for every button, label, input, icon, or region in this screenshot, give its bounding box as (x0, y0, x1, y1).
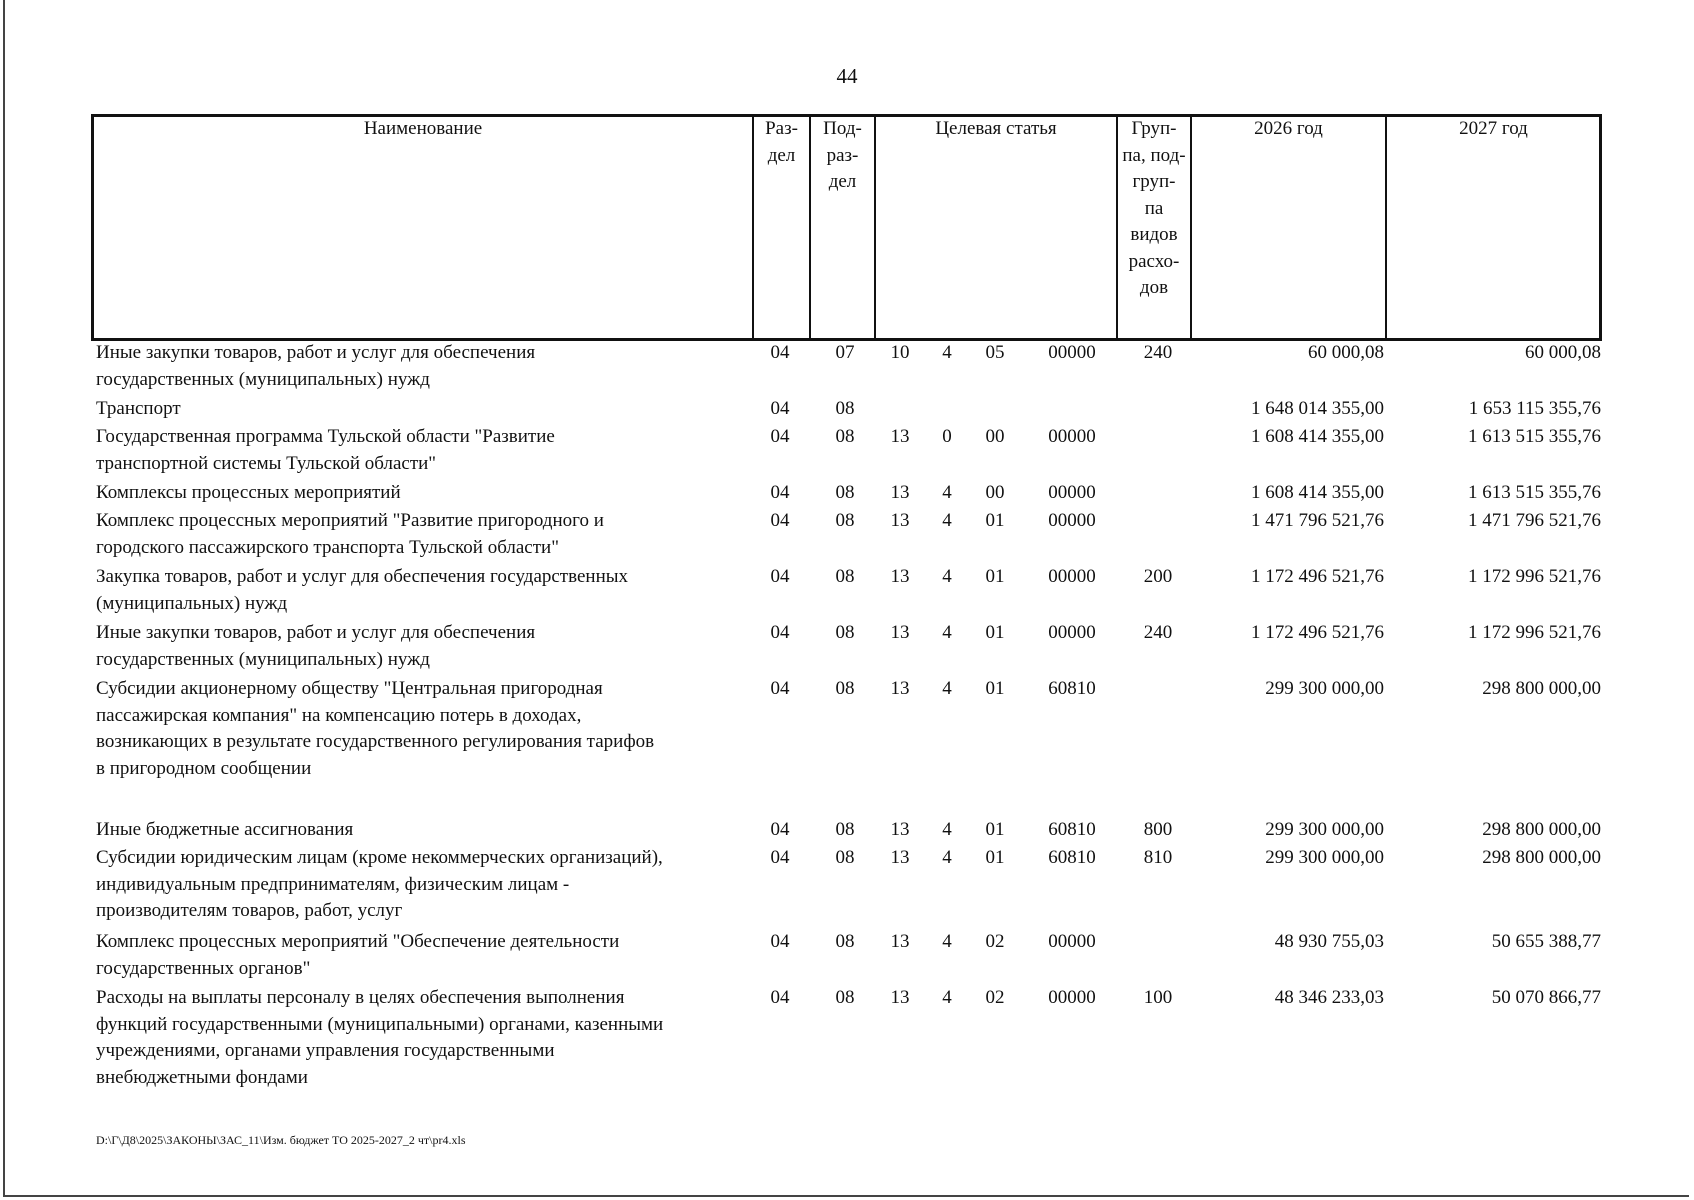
row-name-line: внебюджетными фондами (96, 1066, 308, 1088)
cell-vr: 200 (1143, 566, 1173, 587)
row-name-line: функций государственными (муниципальными) органами, казенными (96, 1013, 664, 1035)
row-name-line: Комплексы процессных мероприятий (96, 482, 401, 503)
row-name-line: Расходы на выплаты персоналу в целях обеспечения выполнения (96, 987, 625, 1008)
row-name-line: производителям товаров, работ, услуг (96, 900, 403, 921)
cell-t1: 13 (890, 819, 910, 840)
cell-t3: 01 (985, 819, 1005, 840)
cell-t3: 01 (985, 847, 1005, 868)
cell-pr: 08 (835, 678, 855, 699)
cell-t1: 13 (890, 482, 910, 503)
cell-rz: 04 (770, 342, 790, 363)
row-name-line: Субсидии акционерному обществу "Центральная пригородная (96, 678, 603, 699)
column-divider (874, 114, 876, 341)
cell-t4: 00000 (1048, 987, 1096, 1008)
cell-y2027: 298 800 000,00 (1482, 678, 1601, 699)
cell-t3: 01 (985, 510, 1005, 531)
cell-rz: 04 (770, 566, 790, 587)
row-name (96, 929, 746, 982)
cell-y2027: 298 800 000,00 (1482, 819, 1601, 840)
cell-t2: 4 (942, 931, 952, 952)
cell-vr: 240 (1143, 622, 1173, 643)
cell-y2026: 1 172 496 521,76 (1251, 622, 1384, 643)
row-name-line: Иные закупки товаров, работ и услуг для обеспечения (96, 342, 536, 363)
cell-t4: 00000 (1048, 510, 1096, 531)
row-name (96, 508, 746, 561)
cell-t2: 4 (942, 510, 952, 531)
cell-rz: 04 (770, 931, 790, 952)
row-name (96, 817, 746, 844)
cell-t3: 01 (985, 678, 1005, 699)
cell-rz: 04 (770, 622, 790, 643)
row-name (96, 676, 746, 782)
cell-t1: 13 (890, 426, 910, 447)
row-name (96, 340, 746, 393)
row-name (96, 396, 746, 423)
cell-y2027: 1 613 515 355,76 (1468, 426, 1601, 447)
cell-vr: 800 (1143, 819, 1173, 840)
row-name-line: государственных органов" (96, 957, 311, 979)
cell-pr: 08 (835, 987, 855, 1008)
row-name (96, 564, 746, 617)
cell-t1: 13 (890, 566, 910, 587)
cell-t2: 4 (942, 819, 952, 840)
row-name-line: Комплекс процессных мероприятий "Развитие пригородного и (96, 510, 604, 531)
header-razdel: Раз- дел (765, 118, 798, 166)
row-name-line: Комплекс процессных мероприятий "Обеспечение деятельности (96, 931, 620, 952)
cell-t4: 00000 (1048, 566, 1096, 587)
row-name (96, 845, 746, 925)
cell-t1: 13 (890, 931, 910, 952)
row-name-line: учреждениями, органами управления государственными (96, 1040, 555, 1061)
row-name-line: Государственная программа Тульской области "Развитие (96, 426, 555, 447)
row-name-line: индивидуальным предпринимателям, физическим лицам - (96, 873, 570, 895)
header-podrazdel: Под- раз- дел (823, 118, 862, 192)
file-path-footer: D:\Г\Д8\2025\ЗАКОНЫ\ЗАС_11\Изм. бюджет ТО 2025-2027_2 чт\pr4.xls (96, 1133, 466, 1147)
cell-pr: 08 (835, 847, 855, 868)
cell-t2: 4 (942, 847, 952, 868)
cell-pr: 08 (835, 566, 855, 587)
cell-t4: 00000 (1048, 931, 1096, 952)
cell-pr: 08 (835, 510, 855, 531)
row-name (96, 424, 746, 477)
cell-y2026: 299 300 000,00 (1265, 678, 1384, 699)
cell-t3: 02 (985, 987, 1005, 1008)
row-name-line: государственных (муниципальных) нужд (96, 368, 430, 390)
cell-y2026: 1 608 414 355,00 (1251, 426, 1384, 447)
cell-t2: 4 (942, 622, 952, 643)
cell-t4: 60810 (1048, 678, 1096, 699)
row-name-line: транспортной системы Тульской области" (96, 452, 437, 474)
cell-t1: 13 (890, 510, 910, 531)
cell-y2026: 1 471 796 521,76 (1251, 510, 1384, 531)
cell-vr: 100 (1143, 987, 1173, 1008)
cell-y2026: 1 172 496 521,76 (1251, 566, 1384, 587)
cell-y2027: 1 471 796 521,76 (1468, 510, 1601, 531)
cell-rz: 04 (770, 426, 790, 447)
cell-y2026: 1 608 414 355,00 (1251, 482, 1384, 503)
cell-t4: 00000 (1048, 622, 1096, 643)
page-number: 44 (836, 64, 858, 88)
cell-vr: 810 (1143, 847, 1173, 868)
cell-t3: 01 (985, 622, 1005, 643)
cell-y2027: 50 070 866,77 (1491, 987, 1601, 1008)
cell-y2027: 1 172 996 521,76 (1468, 622, 1601, 643)
cell-t4: 60810 (1048, 847, 1096, 868)
cell-pr: 08 (835, 426, 855, 447)
cell-pr: 08 (835, 398, 855, 419)
cell-y2026: 60 000,08 (1308, 342, 1384, 363)
cell-t3: 00 (985, 482, 1005, 503)
cell-t3: 05 (985, 342, 1005, 363)
header-2027: 2027 год (1459, 118, 1528, 139)
header-group: Груп- па, под- груп- па видов расхо- дов (1122, 118, 1186, 298)
cell-t2: 0 (942, 426, 952, 447)
cell-y2026: 299 300 000,00 (1265, 847, 1384, 868)
cell-t1: 13 (890, 622, 910, 643)
cell-t3: 01 (985, 566, 1005, 587)
cell-rz: 04 (770, 847, 790, 868)
header-2026: 2026 год (1254, 118, 1323, 139)
cell-pr: 08 (835, 931, 855, 952)
cell-y2027: 60 000,08 (1525, 342, 1601, 363)
row-name-line: Закупка товаров, работ и услуг для обеспечения государственных (96, 566, 629, 587)
cell-t2: 4 (942, 342, 952, 363)
cell-pr: 07 (835, 342, 855, 363)
header-target: Целевая статья (935, 118, 1057, 139)
cell-y2027: 1 172 996 521,76 (1468, 566, 1601, 587)
cell-rz: 04 (770, 678, 790, 699)
column-divider (1190, 114, 1192, 341)
cell-y2027: 298 800 000,00 (1482, 847, 1601, 868)
cell-pr: 08 (835, 622, 855, 643)
cell-t4: 00000 (1048, 482, 1096, 503)
row-name-line: Транспорт (96, 398, 181, 419)
cell-t4: 00000 (1048, 342, 1096, 363)
cell-y2026: 1 648 014 355,00 (1251, 398, 1384, 419)
cell-t1: 13 (890, 987, 910, 1008)
row-name (96, 620, 746, 673)
row-name-line: государственных (муниципальных) нужд (96, 648, 430, 670)
cell-y2027: 50 655 388,77 (1491, 931, 1601, 952)
row-name-line: Субсидии юридическим лицам (кроме некоммерческих организаций), (96, 847, 663, 868)
cell-rz: 04 (770, 510, 790, 531)
cell-vr: 240 (1143, 342, 1173, 363)
cell-pr: 08 (835, 819, 855, 840)
cell-t2: 4 (942, 987, 952, 1008)
row-name-line: Иные бюджетные ассигнования (96, 819, 354, 840)
row-name-line: возникающих в результате государственного регулирования тарифов (96, 731, 655, 752)
cell-t1: 13 (890, 847, 910, 868)
cell-pr: 08 (835, 482, 855, 503)
cell-t1: 10 (890, 342, 910, 363)
column-divider (1385, 114, 1387, 341)
cell-y2026: 48 930 755,03 (1274, 931, 1384, 952)
row-name (96, 480, 746, 507)
row-name-line: городского пассажирского транспорта Тульской области" (96, 536, 559, 558)
header-name: Наименование (363, 118, 483, 139)
cell-t2: 4 (942, 678, 952, 699)
cell-rz: 04 (770, 482, 790, 503)
cell-y2026: 48 346 233,03 (1274, 987, 1384, 1008)
cell-y2026: 299 300 000,00 (1265, 819, 1384, 840)
cell-t2: 4 (942, 566, 952, 587)
cell-t4: 00000 (1048, 426, 1096, 447)
cell-rz: 04 (770, 819, 790, 840)
row-name-line: Иные закупки товаров, работ и услуг для обеспечения (96, 622, 536, 643)
row-name-line: пассажирская компания" на компенсацию потерь в доходах, (96, 704, 582, 726)
cell-t1: 13 (890, 678, 910, 699)
cell-t3: 02 (985, 931, 1005, 952)
cell-rz: 04 (770, 398, 790, 419)
row-name-line: в пригородном сообщении (96, 757, 312, 779)
cell-t2: 4 (942, 482, 952, 503)
cell-t3: 00 (985, 426, 1005, 447)
row-name (96, 985, 746, 1091)
cell-y2027: 1 613 515 355,76 (1468, 482, 1601, 503)
cell-t4: 60810 (1048, 819, 1096, 840)
cell-rz: 04 (770, 987, 790, 1008)
cell-y2027: 1 653 115 355,76 (1468, 398, 1601, 419)
row-name-line: (муниципальных) нужд (96, 592, 288, 614)
